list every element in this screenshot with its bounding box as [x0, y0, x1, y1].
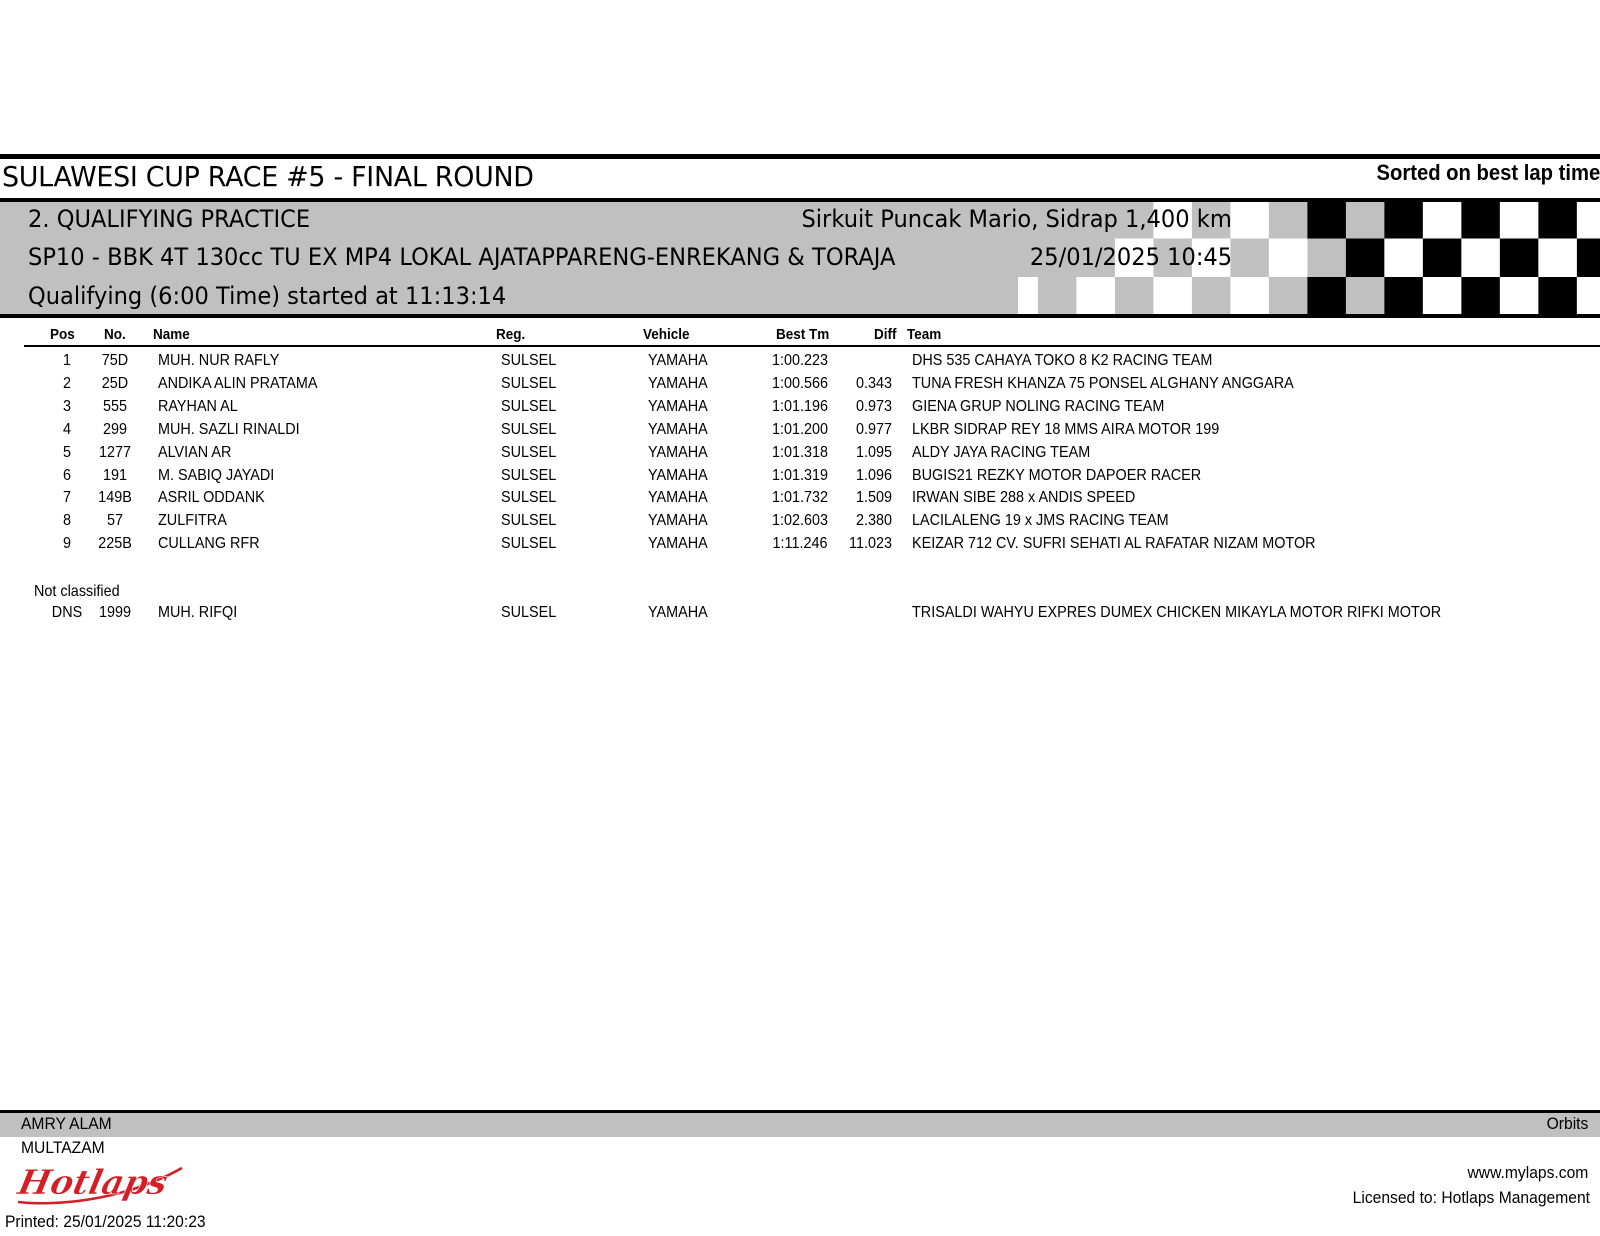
session-name: 2. QUALIFYING PRACTICE — [28, 205, 311, 233]
checker-square — [1230, 202, 1269, 239]
cell-vehicle: YAMAHA — [648, 420, 708, 438]
checker-square — [1538, 202, 1577, 239]
col-header-pos: Pos — [50, 326, 75, 343]
checker-square — [1577, 239, 1600, 278]
cell-vehicle: YAMAHA — [648, 374, 708, 392]
venue: Sirkuit Puncak Mario, Sidrap 1,400 km — [801, 205, 1232, 233]
cell-no: 1277 — [98, 443, 132, 461]
cell-pos: 2 — [62, 374, 72, 392]
checker-square — [1076, 277, 1115, 315]
class-name: SP10 - BBK 4T 130cc TU EX MP4 LOKAL AJATAPPARENG-ENREKANG & TORAJA — [28, 243, 896, 271]
cell-pos: 4 — [62, 420, 72, 438]
results-column-headers — [0, 326, 1600, 346]
cell-reg: SULSEL — [501, 397, 557, 415]
col-header-reg: Reg. — [496, 326, 526, 343]
cell-diff: 0.973 — [855, 397, 892, 415]
cell-no: 555 — [102, 397, 128, 415]
col-header-team: Team — [907, 326, 942, 343]
cell-best: 1:01.319 — [771, 466, 829, 484]
printed-timestamp: Printed: 25/01/2025 11:20:23 — [5, 1212, 206, 1231]
cell-vehicle: YAMAHA — [648, 512, 708, 530]
cell-name: ZULFITRA — [158, 512, 227, 530]
cell-no: 1999 — [98, 604, 132, 621]
official-name-2: MULTAZAM — [21, 1138, 105, 1157]
date-time: 25/01/2025 10:45 — [1029, 243, 1232, 271]
cell-team: LKBR SIDRAP REY 18 MMS AIRA MOTOR 199 — [912, 420, 1220, 438]
cell-pos: 8 — [62, 512, 72, 530]
cell-diff: 2.380 — [855, 512, 892, 530]
cell-no: 191 — [102, 466, 128, 484]
event-title: SULAWESI CUP RACE #5 - FINAL ROUND — [2, 160, 534, 193]
cell-pos: 6 — [62, 466, 72, 484]
cell-name: M. SABIQ JAYADI — [158, 466, 275, 484]
cell-reg: SULSEL — [501, 420, 557, 438]
checker-square — [1577, 202, 1600, 239]
table-row — [0, 604, 1600, 626]
cell-name: CULLANG RFR — [158, 535, 260, 553]
cell-diff: 0.977 — [855, 420, 892, 438]
sort-note: Sorted on best lap time — [1376, 160, 1600, 185]
cell-best: 1:00.223 — [771, 352, 829, 369]
cell-reg: SULSEL — [501, 489, 557, 507]
checker-square — [1461, 202, 1500, 239]
cell-reg: SULSEL — [501, 374, 557, 392]
table-row — [0, 489, 1600, 511]
table-row — [0, 467, 1600, 489]
cell-diff: 1.096 — [855, 466, 892, 484]
cell-pos: 9 — [62, 535, 72, 553]
cell-team: LACILALENG 19 x JMS RACING TEAM — [912, 512, 1169, 530]
checker-square — [1346, 239, 1385, 278]
cell-vehicle: YAMAHA — [648, 397, 708, 415]
cell-no: 149B — [98, 489, 132, 507]
cell-reg: SULSEL — [501, 512, 557, 530]
cell-vehicle: YAMAHA — [648, 535, 708, 553]
checker-square — [1423, 239, 1462, 278]
cell-no: 225B — [98, 535, 132, 553]
checker-square — [1384, 277, 1423, 315]
col-header-vehicle: Vehicle — [643, 326, 690, 343]
hotlaps-logo-text: Hotlaps — [14, 1163, 172, 1203]
checker-square — [1307, 277, 1346, 315]
cell-vehicle: YAMAHA — [648, 443, 708, 461]
cell-reg: SULSEL — [501, 604, 557, 621]
timing-provider: Orbits — [1546, 1114, 1588, 1133]
checker-square — [1461, 239, 1500, 278]
checker-square — [1269, 239, 1308, 278]
cell-name: ALVIAN AR — [158, 443, 232, 461]
col-header-name: Name — [153, 326, 190, 343]
cell-pos: 5 — [62, 443, 72, 461]
license-note: Licensed to: Hotlaps Management — [1352, 1188, 1590, 1207]
checker-square — [1500, 239, 1539, 278]
cell-diff: 1.095 — [855, 443, 892, 461]
not-classified-label: Not classified — [34, 583, 120, 600]
cell-diff: 11.023 — [849, 535, 892, 553]
footer-band — [0, 1113, 1600, 1137]
cell-best: 1:02.603 — [771, 512, 829, 530]
checker-square — [1577, 277, 1600, 315]
col-header-no: No. — [104, 326, 126, 343]
cell-name: ASRIL ODDANK — [158, 489, 265, 507]
checker-square — [1230, 277, 1269, 315]
table-row — [0, 444, 1600, 466]
checker-square — [1423, 277, 1462, 315]
checker-square — [1500, 277, 1539, 315]
checker-square — [1538, 277, 1577, 315]
cell-pos: DNS — [51, 604, 83, 621]
cell-name: RAYHAN AL — [158, 397, 238, 415]
cell-vehicle: YAMAHA — [648, 489, 708, 507]
checker-square — [1018, 277, 1038, 315]
header-bottom-rule — [0, 314, 1600, 318]
checker-square — [1384, 202, 1423, 239]
cell-best: 1:01.196 — [771, 397, 829, 415]
cell-pos: 3 — [62, 397, 72, 415]
table-row — [0, 421, 1600, 443]
cell-team: GIENA GRUP NOLING RACING TEAM — [912, 397, 1165, 415]
cell-team: IRWAN SIBE 288 x ANDIS SPEED — [912, 489, 1136, 507]
cell-no: 299 — [102, 420, 128, 438]
cell-no: 25D — [101, 374, 129, 392]
cell-pos: 1 — [62, 352, 72, 369]
checker-square — [1500, 202, 1539, 239]
cell-no: 75D — [101, 352, 129, 369]
cell-name: MUH. RIFQI — [158, 604, 238, 621]
cell-best: 1:01.318 — [771, 443, 829, 461]
cell-team: ALDY JAYA RACING TEAM — [912, 443, 1091, 461]
cell-name: MUH. SAZLI RINALDI — [158, 420, 300, 438]
cell-reg: SULSEL — [501, 535, 557, 553]
cell-no: 57 — [106, 512, 124, 530]
cell-reg: SULSEL — [501, 443, 557, 461]
cell-pos: 7 — [62, 489, 72, 507]
cell-best: 1:01.732 — [771, 489, 829, 507]
cell-vehicle: YAMAHA — [648, 604, 708, 621]
table-row — [0, 535, 1600, 557]
cell-best: 1:01.200 — [771, 420, 829, 438]
cell-team: BUGIS21 REZKY MOTOR DAPOER RACER — [912, 466, 1202, 484]
cell-name: ANDIKA ALIN PRATAMA — [158, 374, 318, 392]
table-row — [0, 352, 1600, 374]
table-row — [0, 512, 1600, 534]
table-row — [0, 375, 1600, 397]
official-name-1: AMRY ALAM — [21, 1114, 112, 1133]
cell-diff: 0.343 — [855, 374, 892, 392]
cell-best: 1:11.246 — [772, 535, 828, 553]
checker-square — [1423, 202, 1462, 239]
cell-vehicle: YAMAHA — [648, 466, 708, 484]
table-row — [0, 398, 1600, 420]
header-top-rule — [0, 154, 1600, 159]
cell-reg: SULSEL — [501, 466, 557, 484]
qualifying-info: Qualifying (6:00 Time) started at 11:13:14 — [28, 282, 507, 310]
cell-vehicle: YAMAHA — [648, 352, 708, 369]
checker-square — [1153, 277, 1192, 315]
column-header-rule — [24, 345, 1600, 347]
checker-square — [1538, 239, 1577, 278]
cell-team: TRISALDI WAHYU EXPRES DUMEX CHICKEN MIKAYLA MOTOR RIFKI MOTOR — [912, 604, 1442, 621]
cell-team: DHS 535 CAHAYA TOKO 8 K2 RACING TEAM — [912, 352, 1213, 369]
cell-team: TUNA FRESH KHANZA 75 PONSEL ALGHANY ANGGARA — [912, 374, 1294, 392]
cell-reg: SULSEL — [501, 352, 557, 369]
col-header-best-time: Best Tm — [776, 326, 830, 343]
website-link[interactable]: www.mylaps.com — [1467, 1163, 1588, 1182]
cell-diff: 1.509 — [855, 489, 892, 507]
checker-square — [1461, 277, 1500, 315]
hotlaps-logo — [12, 1158, 188, 1208]
cell-team: KEIZAR 712 CV. SUFRI SEHATI AL RAFATAR NIZAM MOTOR — [912, 535, 1316, 553]
col-header-diff: Diff — [874, 326, 897, 343]
cell-name: MUH. NUR RAFLY — [158, 352, 280, 369]
cell-best: 1:00.566 — [771, 374, 829, 392]
checker-square — [1307, 202, 1346, 239]
checker-square — [1384, 239, 1423, 278]
